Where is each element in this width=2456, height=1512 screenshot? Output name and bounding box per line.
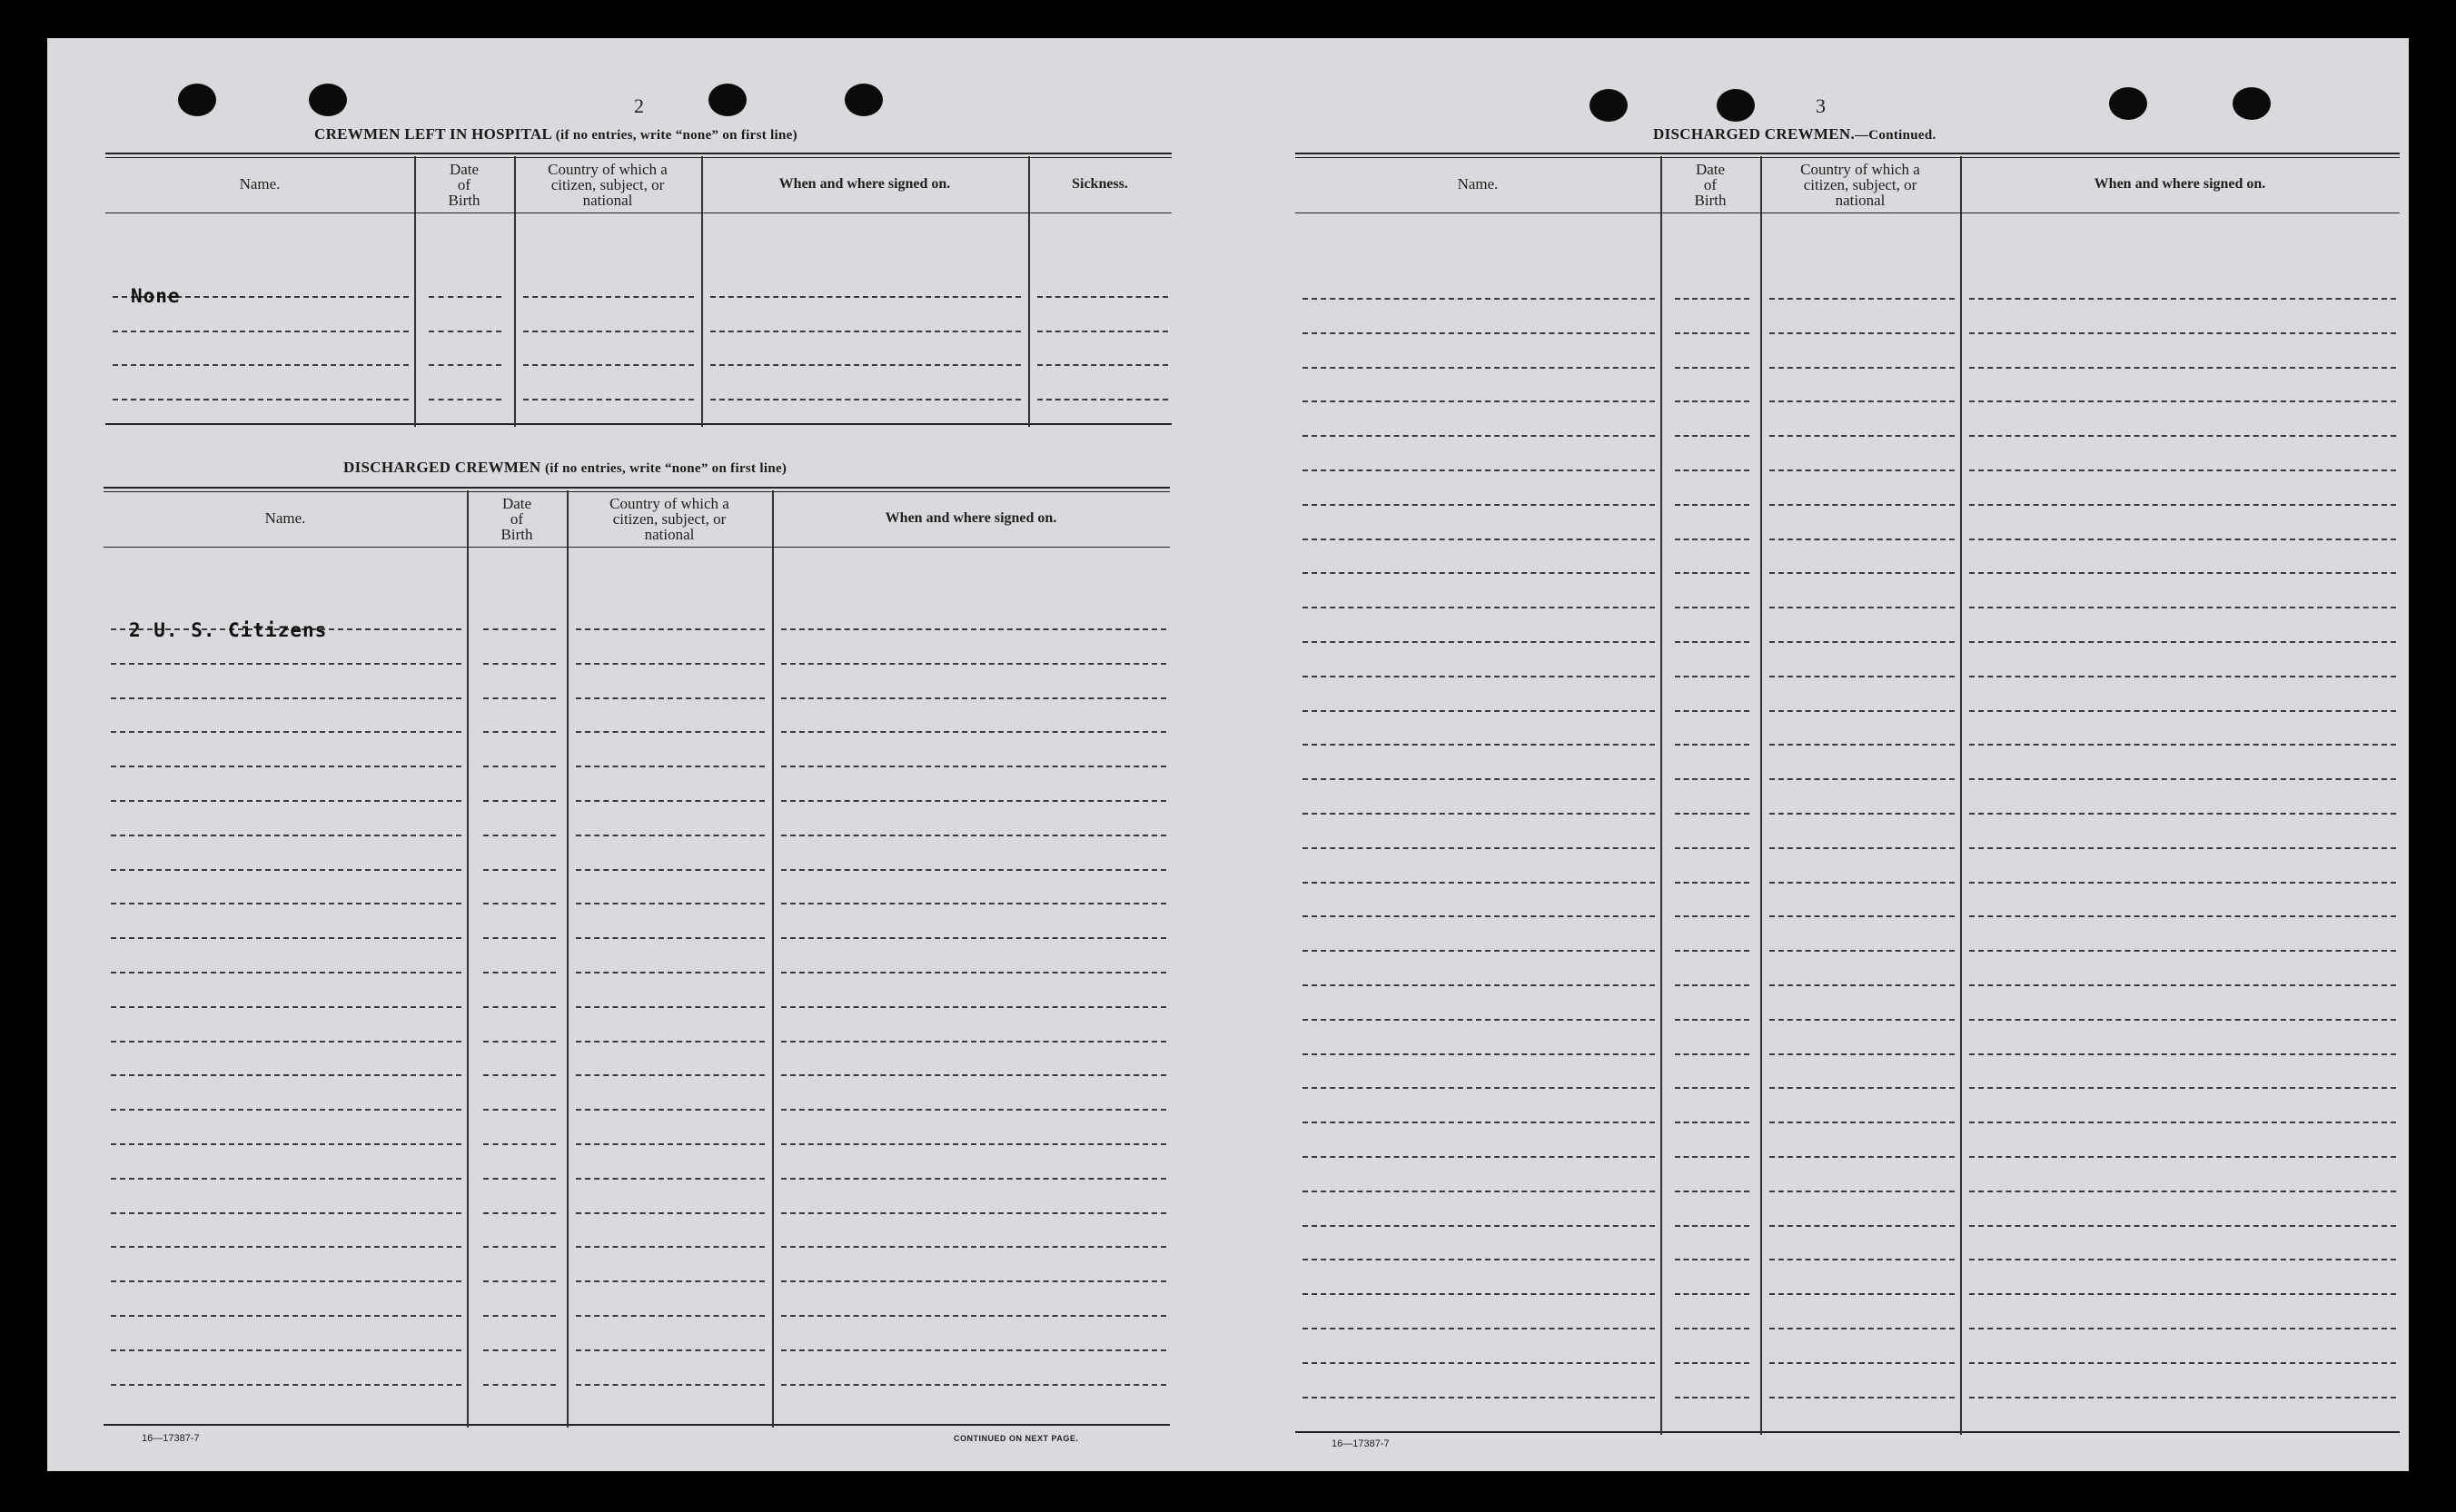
ruled-line <box>483 903 556 904</box>
column-header-name: Name. <box>264 509 306 527</box>
ruled-line <box>483 1041 556 1043</box>
ruled-line <box>1302 1397 1655 1398</box>
ruled-line <box>1969 641 2396 643</box>
ruled-line <box>1769 813 1955 815</box>
ruled-line <box>1037 364 1168 366</box>
ruled-line <box>576 1349 765 1351</box>
ruled-line <box>1675 1362 1749 1364</box>
ruled-line <box>1302 1259 1655 1260</box>
ruled-line <box>781 800 1166 802</box>
ruled-line <box>1969 915 2396 917</box>
hospital-note: (if no entries, write “none” on first line) <box>555 128 797 143</box>
ruled-line <box>1302 1362 1655 1364</box>
ruled-line <box>523 399 694 400</box>
ruled-line <box>576 972 765 973</box>
ruled-line <box>483 1074 556 1076</box>
ruled-line <box>1302 1087 1655 1089</box>
ruled-line <box>483 1280 556 1282</box>
column-header-sickness: Sickness. <box>1072 176 1128 192</box>
column-header-country: Country of which a citizen, subject, or national <box>1800 161 1920 209</box>
ruled-line <box>429 364 501 366</box>
ruled-line <box>111 835 461 836</box>
ruled-line <box>1675 400 1749 402</box>
ruled-line <box>1675 1087 1749 1089</box>
ruled-line <box>1302 367 1655 369</box>
ruled-line <box>1769 1362 1955 1364</box>
ruled-line <box>111 869 461 871</box>
ruled-line <box>111 663 461 665</box>
ruled-line <box>1969 1328 2396 1329</box>
ruled-line <box>576 800 765 802</box>
manifest-sheet <box>47 38 2409 1471</box>
ruled-line <box>1769 778 1955 780</box>
ruled-line <box>111 1280 461 1282</box>
ruled-line <box>1969 1191 2396 1192</box>
ruled-line <box>1969 1156 2396 1158</box>
ruled-line <box>781 869 1166 871</box>
ruled-line <box>576 1212 765 1214</box>
continued-section-title <box>1653 125 1936 143</box>
ruled-line <box>1969 847 2396 849</box>
ruled-line <box>1969 400 2396 402</box>
ruled-line <box>576 628 765 630</box>
ruled-line <box>1769 367 1955 369</box>
ruled-line <box>1969 882 2396 884</box>
column-header-signed-on: When and where signed on. <box>2094 176 2266 192</box>
continued-note: CONTINUED ON NEXT PAGE. <box>954 1434 1079 1443</box>
ruled-line <box>483 1109 556 1111</box>
ruled-line <box>1302 469 1655 471</box>
page-number: 2 <box>634 94 644 117</box>
ruled-line <box>111 1384 461 1386</box>
ruled-line <box>111 972 461 973</box>
ruled-line <box>1769 400 1955 402</box>
column-header-date-of-birth: Date of Birth <box>1694 161 1727 209</box>
ruled-line <box>781 1212 1166 1214</box>
ruled-line <box>1969 1122 2396 1123</box>
page-number: 3 <box>1816 94 1826 117</box>
discharged-continued-table <box>1295 153 2400 1435</box>
ruled-line <box>483 1212 556 1214</box>
ruled-line <box>1969 469 2396 471</box>
ruled-line <box>111 903 461 904</box>
ruled-line <box>483 869 556 871</box>
ruled-line <box>1969 435 2396 437</box>
ruled-line <box>1302 984 1655 986</box>
ruled-line <box>781 972 1166 973</box>
ruled-line <box>1769 847 1955 849</box>
ruled-line <box>1969 572 2396 574</box>
ruled-line <box>1302 847 1655 849</box>
ruled-line <box>781 937 1166 939</box>
ruled-line <box>1675 1225 1749 1227</box>
ruled-line <box>111 1212 461 1214</box>
ruled-line <box>781 1246 1166 1248</box>
ruled-line <box>111 1074 461 1076</box>
punch-hole <box>845 84 883 116</box>
ruled-line <box>1769 676 1955 677</box>
ruled-line <box>1302 1019 1655 1021</box>
ruled-line <box>1675 298 1749 300</box>
ruled-line <box>1302 744 1655 746</box>
ruled-line <box>483 628 556 630</box>
ruled-line <box>1302 778 1655 780</box>
ruled-line <box>1675 572 1749 574</box>
ruled-line <box>1769 469 1955 471</box>
ruled-line <box>781 903 1166 904</box>
ruled-line <box>1675 1293 1749 1295</box>
ruled-line <box>1675 847 1749 849</box>
ruled-line <box>1969 332 2396 334</box>
ruled-line <box>576 903 765 904</box>
ruled-line <box>429 296 501 298</box>
ruled-line <box>576 731 765 733</box>
ruled-line <box>483 1349 556 1351</box>
ruled-line <box>1302 1191 1655 1192</box>
ruled-line <box>1769 1156 1955 1158</box>
ruled-line <box>1769 950 1955 952</box>
ruled-line <box>483 731 556 733</box>
ruled-line <box>1675 1259 1749 1260</box>
ruled-line <box>1675 813 1749 815</box>
ruled-line <box>1675 882 1749 884</box>
ruled-line <box>1037 331 1168 332</box>
ruled-line <box>1769 572 1955 574</box>
discharged-section-title <box>343 459 787 477</box>
ruled-line <box>523 331 694 332</box>
ruled-line <box>710 364 1021 366</box>
ruled-line <box>781 697 1166 699</box>
handwritten-entry: 2 U. S. Citizens <box>129 619 328 641</box>
ruled-line <box>781 835 1166 836</box>
ruled-line <box>781 628 1166 630</box>
ruled-line <box>1302 950 1655 952</box>
ruled-line <box>1302 572 1655 574</box>
ruled-line <box>1969 1019 2396 1021</box>
ruled-line <box>1302 676 1655 677</box>
ruled-line <box>1675 469 1749 471</box>
ruled-line <box>483 697 556 699</box>
ruled-line <box>1769 1259 1955 1260</box>
ruled-line <box>1675 778 1749 780</box>
ruled-line <box>111 937 461 939</box>
ruled-line <box>710 331 1021 332</box>
ruled-line <box>1675 950 1749 952</box>
ruled-line <box>1675 1156 1749 1158</box>
ruled-line <box>781 1315 1166 1317</box>
ruled-line <box>483 1143 556 1145</box>
ruled-line <box>1302 1328 1655 1329</box>
ruled-line <box>1969 778 2396 780</box>
ruled-line <box>781 1143 1166 1145</box>
ruled-line <box>1969 984 2396 986</box>
discharged-note: (if no entries, write “none” on first line) <box>545 461 787 476</box>
column-header-date-of-birth: Date of Birth <box>448 161 480 209</box>
ruled-line <box>113 364 409 366</box>
ruled-line <box>781 1384 1166 1386</box>
ruled-line <box>1769 607 1955 608</box>
ruled-line <box>1769 504 1955 506</box>
ruled-line <box>576 697 765 699</box>
ruled-line <box>1969 813 2396 815</box>
ruled-line <box>1969 504 2396 506</box>
ruled-line <box>1302 607 1655 608</box>
ruled-line <box>1302 813 1655 815</box>
continued-suffix: —Continued. <box>1855 128 1936 143</box>
continued-title: DISCHARGED CREWMEN. <box>1653 125 1855 143</box>
ruled-line <box>1302 332 1655 334</box>
ruled-line <box>1769 1328 1955 1329</box>
ruled-line <box>483 1246 556 1248</box>
ruled-line <box>576 937 765 939</box>
ruled-line <box>1675 435 1749 437</box>
ruled-line <box>1969 676 2396 677</box>
ruled-line <box>523 296 694 298</box>
punch-hole <box>1589 89 1628 122</box>
ruled-line <box>111 1178 461 1180</box>
ruled-line <box>1675 984 1749 986</box>
ruled-line <box>576 1006 765 1008</box>
punch-hole <box>178 84 216 116</box>
ruled-line <box>781 766 1166 767</box>
ruled-line <box>576 1384 765 1386</box>
ruled-line <box>576 1041 765 1043</box>
ruled-line <box>1302 915 1655 917</box>
ruled-line <box>781 1178 1166 1180</box>
ruled-line <box>113 331 409 332</box>
ruled-line <box>523 364 694 366</box>
ruled-line <box>1302 504 1655 506</box>
ruled-line <box>1302 710 1655 712</box>
ruled-line <box>781 1280 1166 1282</box>
ruled-line <box>1969 607 2396 608</box>
punch-hole <box>2109 87 2147 120</box>
ruled-line <box>1769 1191 1955 1192</box>
ruled-line <box>111 1006 461 1008</box>
ruled-line <box>429 399 501 400</box>
ruled-line <box>781 1041 1166 1043</box>
ruled-line <box>111 1246 461 1248</box>
ruled-line <box>1769 710 1955 712</box>
ruled-line <box>1302 539 1655 540</box>
ruled-line <box>483 972 556 973</box>
form-number: 16—17387-7 <box>1332 1438 1390 1449</box>
ruled-line <box>1969 744 2396 746</box>
ruled-line <box>1302 1122 1655 1123</box>
ruled-line <box>483 663 556 665</box>
ruled-line <box>111 1315 461 1317</box>
ruled-line <box>1969 367 2396 369</box>
ruled-line <box>576 663 765 665</box>
ruled-line <box>576 766 765 767</box>
ruled-line <box>781 1109 1166 1111</box>
column-header-name: Name. <box>239 175 281 193</box>
ruled-line <box>781 1349 1166 1351</box>
ruled-line <box>1675 1191 1749 1192</box>
ruled-line <box>483 1315 556 1317</box>
ruled-line <box>429 331 501 332</box>
ruled-line <box>111 1109 461 1111</box>
ruled-line <box>1675 367 1749 369</box>
ruled-line <box>1675 710 1749 712</box>
ruled-line <box>1302 882 1655 884</box>
ruled-line <box>1969 539 2396 540</box>
ruled-line <box>1769 1087 1955 1089</box>
ruled-line <box>1969 1362 2396 1364</box>
ruled-line <box>1969 1397 2396 1398</box>
ruled-line <box>1769 1225 1955 1227</box>
punch-hole <box>2233 87 2271 120</box>
column-header-signed-on: When and where signed on. <box>778 176 951 192</box>
ruled-line <box>576 1178 765 1180</box>
ruled-line <box>1769 1019 1955 1021</box>
column-header-date-of-birth: Date of Birth <box>500 495 533 543</box>
ruled-line <box>781 731 1166 733</box>
column-header-signed-on: When and where signed on. <box>885 510 1057 526</box>
ruled-line <box>483 1178 556 1180</box>
ruled-line <box>1969 298 2396 300</box>
hospital-table <box>105 153 1172 427</box>
handwritten-entry: None <box>131 285 181 307</box>
hospital-section-title <box>314 125 797 143</box>
ruled-line <box>1769 984 1955 986</box>
ruled-line <box>1969 1259 2396 1260</box>
ruled-line <box>1675 1397 1749 1398</box>
ruled-line <box>1675 1328 1749 1329</box>
ruled-line <box>111 766 461 767</box>
ruled-line <box>1675 607 1749 608</box>
ruled-line <box>111 1349 461 1351</box>
discharged-table <box>104 487 1170 1428</box>
ruled-line <box>1302 400 1655 402</box>
ruled-line <box>483 1006 556 1008</box>
ruled-line <box>1037 399 1168 400</box>
ruled-line <box>113 399 409 400</box>
column-header-name: Name. <box>1457 175 1499 193</box>
ruled-line <box>1302 641 1655 643</box>
ruled-line <box>1302 435 1655 437</box>
ruled-line <box>1675 641 1749 643</box>
ruled-line <box>710 296 1021 298</box>
ruled-line <box>1969 1225 2396 1227</box>
ruled-line <box>111 1143 461 1145</box>
ruled-line <box>483 1384 556 1386</box>
punch-hole <box>708 84 747 116</box>
ruled-line <box>576 1246 765 1248</box>
ruled-line <box>1769 1053 1955 1055</box>
ruled-line <box>1675 1122 1749 1123</box>
ruled-line <box>1769 435 1955 437</box>
ruled-line <box>1675 676 1749 677</box>
ruled-line <box>1769 915 1955 917</box>
ruled-line <box>1037 296 1168 298</box>
ruled-line <box>1769 744 1955 746</box>
ruled-line <box>710 399 1021 400</box>
ruled-line <box>576 835 765 836</box>
ruled-line <box>1969 710 2396 712</box>
punch-hole <box>309 84 347 116</box>
ruled-line <box>576 1143 765 1145</box>
ruled-line <box>1302 1293 1655 1295</box>
ruled-line <box>483 800 556 802</box>
column-header-country: Country of which a citizen, subject, or national <box>609 495 729 543</box>
ruled-line <box>1675 539 1749 540</box>
form-number: 16—17387-7 <box>142 1433 200 1444</box>
ruled-line <box>576 1280 765 1282</box>
ruled-line <box>483 766 556 767</box>
ruled-line <box>1769 1122 1955 1123</box>
ruled-line <box>1969 1053 2396 1055</box>
punch-hole <box>1717 89 1755 122</box>
ruled-line <box>1769 641 1955 643</box>
ruled-line <box>1675 1019 1749 1021</box>
ruled-line <box>1302 298 1655 300</box>
ruled-line <box>1769 1293 1955 1295</box>
ruled-line <box>111 731 461 733</box>
ruled-line <box>1969 950 2396 952</box>
ruled-line <box>576 1315 765 1317</box>
ruled-line <box>1675 744 1749 746</box>
ruled-line <box>1769 882 1955 884</box>
ruled-line <box>781 663 1166 665</box>
ruled-line <box>1675 915 1749 917</box>
ruled-line <box>781 1006 1166 1008</box>
hospital-title: CREWMEN LEFT IN HOSPITAL <box>314 125 552 143</box>
ruled-line <box>576 1074 765 1076</box>
ruled-line <box>483 937 556 939</box>
ruled-line <box>111 800 461 802</box>
ruled-line <box>1302 1225 1655 1227</box>
ruled-line <box>483 835 556 836</box>
ruled-line <box>576 869 765 871</box>
ruled-line <box>1969 1087 2396 1089</box>
ruled-line <box>1769 298 1955 300</box>
ruled-line <box>1675 1053 1749 1055</box>
discharged-title: DISCHARGED CREWMEN <box>343 459 541 476</box>
ruled-line <box>1769 332 1955 334</box>
ruled-line <box>1769 1397 1955 1398</box>
ruled-line <box>576 1109 765 1111</box>
ruled-line <box>1969 1293 2396 1295</box>
ruled-line <box>1302 1053 1655 1055</box>
ruled-line <box>111 1041 461 1043</box>
ruled-line <box>1675 332 1749 334</box>
ruled-line <box>1675 504 1749 506</box>
ruled-line <box>1769 539 1955 540</box>
ruled-line <box>1302 1156 1655 1158</box>
ruled-line <box>111 697 461 699</box>
column-header-country: Country of which a citizen, subject, or national <box>548 161 668 209</box>
ruled-line <box>781 1074 1166 1076</box>
